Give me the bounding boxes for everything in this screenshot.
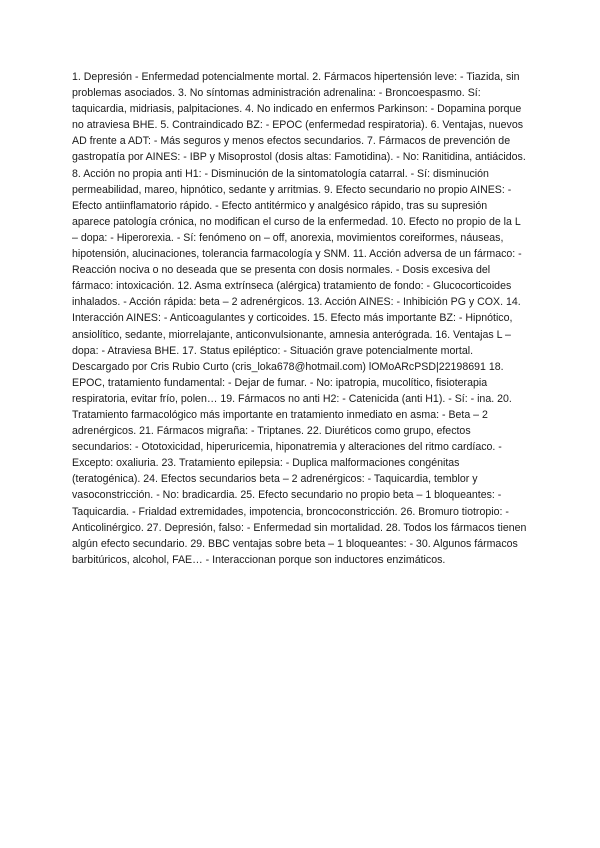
document-body <box>72 69 528 568</box>
body-paragraph: 1. Depresión - Enfermedad potencialmente mortal. 2. Fármacos hipertensión leve: - Tiazida, sin problemas asociados. 3. No síntomas administración adrenalina: - Broncoespasmo. Sí: taquicardia, midriasis, palpitaciones. 4. No indicado en enfermos Parkinson: - Dopamina porque no atraviesa BHE. 5. Contraindicado BZ: - EPOC (enfermedad respiratoria). 6. Ventajas, nuevos AD frente a ADT: - Más seguros y menos efectos secundarios. 7. Fármacos de prevención de gastropatía por AINES: - IBP y Misoprostol (dosis altas: Famotidina). - No: Ranitidina, antiácidos. 8. Acción no propia anti H1: - Disminución de la sintomatología catarral. - Sí: disminución permeabilidad, mareo, hipnótico, sedante y arritmias. 9. Efecto secundario no propio AINES: - Efecto antiinflamatorio rápido. - Efecto antitérmico y analgésico rápido, tras su supresión aparece patología crónica, no modifican el curso de la enfermedad. 10. Efecto no propio de la L – dopa: - Hiperorexia. - Sí: fenómeno on – off, anorexia, movimientos coreiformes, náuseas, hipotensión, alucinaciones, tolerancia farmacología y SNM. 11. Acción adversa de un fármaco: - Reacción nociva o no deseada que se presenta con dosis normales. - Dosis excesiva del fármaco: intoxicación. 12. Asma extrínseca (alérgica) tratamiento de fondo: - Glucocorticoides inhalados. - Acción rápida: beta – 2 adrenérgicos. 13. Acción AINES: - Inhibición PG y COX. 14. Interacción AINES: - Anticoagulantes y corticoides. 15. Efecto más importante BZ: - Hipnótico, ansiolítico, sedante, miorrelajante, anticonvulsionante, amnesia anterógrada. 16. Ventajas L – dopa: - Atraviesa BHE. 17. Status epiléptico: - Situación grave potencialmente mortal. Descargado por Cris Rubio Curto (cris_loka678@hotmail.com) lOMoARcPSD|22198691 18. EPOC, tratamiento fundamental: - Dejar de fumar. - No: ipatropia, mucolítico, fisioterapia respiratoria, evitar frío, polen… 19. Fármacos no anti H2: - Catenicida (anti H1). - Sí: - ina. 20. Tratamiento farmacológico más importante en tratamiento inmediato en asma: - Beta – 2 adrenérgicos. 21. Fármacos migraña: - Triptanes. 22. Diuréticos como grupo, efectos secundarios: - Ototoxicidad, hiperuricemia, hiponatremia y alteraciones del ritmo cardíaco. - Excepto: oxaliuria. 23. Tratamiento epilepsia: - Duplica malformaciones congénitas (teratogénica). 24. Efectos secundarios beta – 2 adrenérgicos: - Taquicardia, temblor y vasoconstricción. - No: bradicardia. 25. Efecto secundario no propio beta – 1 bloqueantes: - Taquicardia. - Frialdad extremidades, impotencia, broncoconstricción. 26. Bromuro tiotropio: - Anticolinérgico. 27. Depresión, falso: - Enfermedad sin mortalidad. 28. Todos los fármacos tienen algún efecto secundario. 29. BBC ventajas sobre beta – 1 bloqueantes: - 30. Algunos fármacos barbitúricos, alcohol, FAE… - Interaccionan porque son inductores enzimáticos. <box>72 71 527 566</box>
